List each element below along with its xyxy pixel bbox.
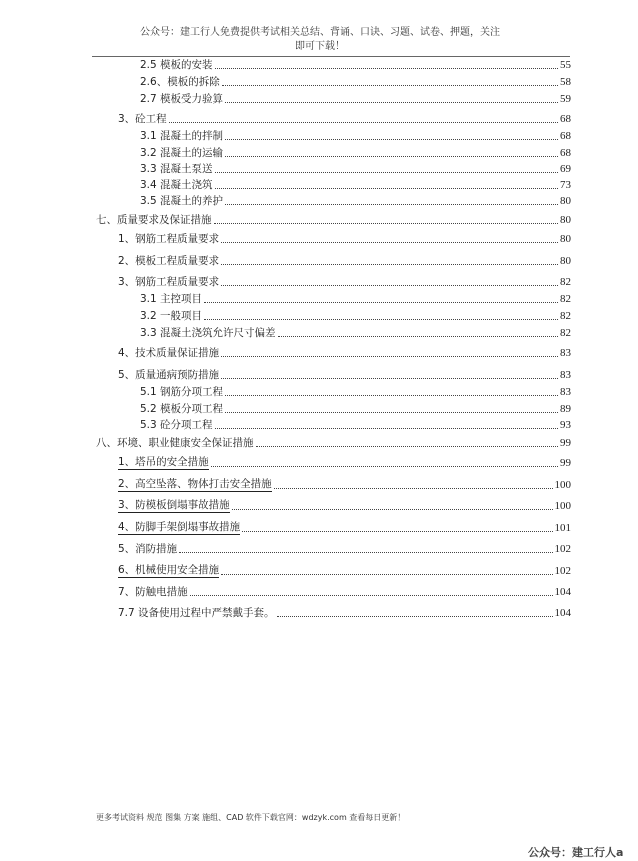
toc-entry-title: 3.5 混凝土的养护 bbox=[140, 195, 224, 207]
toc-entry-page: 59 bbox=[560, 93, 571, 105]
toc-entry-title: 5.3 砼分项工程 bbox=[140, 419, 213, 431]
toc-entry-title: 3.1 主控项目 bbox=[140, 293, 203, 305]
toc-leader-dots bbox=[215, 67, 558, 69]
toc-entry[interactable] bbox=[140, 129, 571, 143]
toc-entry-page: 80 bbox=[560, 255, 571, 267]
toc-entry[interactable] bbox=[140, 385, 571, 399]
toc-leader-dots bbox=[225, 411, 558, 413]
toc-entry-title: 3.4 混凝土浇筑 bbox=[140, 179, 213, 191]
toc-entry-page: 80 bbox=[560, 195, 571, 207]
toc-entry-title: 3、防模板倒塌事故措施 bbox=[118, 499, 230, 511]
toc-entry-page: 100 bbox=[554, 479, 571, 491]
toc-entry[interactable] bbox=[140, 178, 571, 192]
watermark-label: 公众号：建工行人a bbox=[528, 846, 624, 859]
toc-entry-title: 2.7 模板受力验算 bbox=[140, 93, 224, 105]
toc-entry-page: 82 bbox=[560, 293, 571, 305]
toc-entry-title: 1、钢筋工程质量要求 bbox=[118, 233, 220, 245]
toc-entry-page: 89 bbox=[560, 403, 571, 415]
toc-entry-page: 55 bbox=[560, 59, 571, 71]
toc-leader-dots bbox=[225, 394, 558, 396]
toc-entry-title: 5、消防措施 bbox=[118, 543, 178, 555]
toc-leader-dots bbox=[221, 263, 558, 265]
toc-entry-page: 82 bbox=[560, 327, 571, 339]
toc-leader-dots bbox=[221, 377, 558, 379]
page-footer: 更多考试资料 规范 图集 方案 施组、CAD 软件下载官网：wdzyk.com 查看每日更新！ bbox=[96, 813, 406, 822]
toc-entry-page: 80 bbox=[560, 233, 571, 245]
toc-leader-dots bbox=[221, 284, 558, 286]
toc-entry-page: 102 bbox=[554, 543, 571, 555]
toc-entry[interactable] bbox=[118, 232, 571, 246]
toc-leader-dots bbox=[222, 84, 558, 86]
toc-entry-title: 3.3 混凝土泵送 bbox=[140, 163, 213, 175]
toc-entry-page: 69 bbox=[560, 163, 571, 175]
toc-leader-dots bbox=[278, 335, 558, 337]
toc-entry[interactable] bbox=[118, 542, 571, 556]
toc-entry-title: 3.2 一般项目 bbox=[140, 310, 203, 322]
toc-leader-dots bbox=[221, 573, 552, 575]
toc-entry[interactable] bbox=[118, 456, 571, 470]
toc-entry[interactable] bbox=[140, 402, 571, 416]
toc-entry-page: 101 bbox=[554, 522, 571, 534]
toc-leader-dots bbox=[225, 203, 558, 205]
toc-leader-dots bbox=[232, 508, 553, 510]
toc-entry[interactable] bbox=[118, 275, 571, 289]
toc-entry-page: 68 bbox=[560, 147, 571, 159]
toc-leader-dots bbox=[211, 465, 558, 467]
toc-entry[interactable] bbox=[140, 58, 571, 72]
toc-entry[interactable] bbox=[140, 194, 571, 208]
toc-leader-dots bbox=[221, 355, 558, 357]
toc-entry[interactable] bbox=[118, 478, 571, 492]
toc-entry-page: 93 bbox=[560, 419, 571, 431]
toc-entry[interactable] bbox=[140, 75, 571, 89]
toc-entry-page: 83 bbox=[560, 369, 571, 381]
toc-leader-dots bbox=[169, 121, 558, 123]
toc-entry-title: 7、防触电措施 bbox=[118, 586, 188, 598]
toc-leader-dots bbox=[225, 155, 558, 157]
toc-entry[interactable] bbox=[118, 564, 571, 578]
toc-leader-dots bbox=[179, 551, 552, 553]
toc-entry-title: 2.5 模板的安装 bbox=[140, 59, 213, 71]
toc-leader-dots bbox=[256, 445, 559, 447]
toc-entry-title: 4、技术质量保证措施 bbox=[118, 347, 220, 359]
toc-leader-dots bbox=[277, 615, 553, 617]
toc-entry[interactable] bbox=[96, 213, 571, 227]
toc-entry-title: 7.7 设备使用过程中严禁戴手套。 bbox=[118, 607, 275, 619]
toc-entry-title: 2、模板工程质量要求 bbox=[118, 255, 220, 267]
toc-entry-page: 104 bbox=[554, 586, 571, 598]
toc-entry-title: 5.1 钢筋分项工程 bbox=[140, 386, 224, 398]
toc-entry-title: 3、钢筋工程质量要求 bbox=[118, 276, 220, 288]
toc-entry-page: 73 bbox=[560, 179, 571, 191]
toc-entry-page: 68 bbox=[560, 130, 571, 142]
toc-entry-page: 58 bbox=[560, 76, 571, 88]
toc-entry-title: 3.2 混凝土的运输 bbox=[140, 147, 224, 159]
toc-entry-page: 102 bbox=[554, 565, 571, 577]
toc-entry-title: 5、质量通病预防措施 bbox=[118, 369, 220, 381]
toc-entry-title: 七、质量要求及保证措施 bbox=[96, 214, 212, 226]
toc-entry-page: 80 bbox=[560, 214, 571, 226]
toc-leader-dots bbox=[274, 487, 553, 489]
toc-entry[interactable] bbox=[140, 292, 571, 306]
toc-entry-page: 99 bbox=[560, 437, 571, 449]
toc-entry[interactable] bbox=[118, 585, 571, 599]
toc-entry[interactable] bbox=[140, 92, 571, 106]
toc-entry[interactable] bbox=[140, 309, 571, 323]
toc-leader-dots bbox=[204, 318, 558, 320]
toc-entry[interactable] bbox=[96, 436, 571, 450]
toc-entry-title: 5.2 模板分项工程 bbox=[140, 403, 224, 415]
toc-entry-page: 82 bbox=[560, 310, 571, 322]
toc-entry[interactable] bbox=[118, 606, 571, 620]
toc-entry[interactable] bbox=[118, 368, 571, 382]
header-line-2: 即可下载！ bbox=[295, 41, 345, 52]
toc-entry-page: 68 bbox=[560, 113, 571, 125]
toc-entry[interactable] bbox=[140, 326, 571, 340]
toc-entry[interactable] bbox=[118, 254, 571, 268]
toc-entry-page: 82 bbox=[560, 276, 571, 288]
toc-entry-title: 八、环境、职业健康安全保证措施 bbox=[96, 437, 254, 449]
toc-entry[interactable] bbox=[140, 162, 571, 176]
toc-entry-page: 83 bbox=[560, 347, 571, 359]
toc-entry[interactable] bbox=[118, 112, 571, 126]
toc-leader-dots bbox=[215, 427, 558, 429]
toc-entry-page: 100 bbox=[554, 500, 571, 512]
toc-leader-dots bbox=[204, 301, 558, 303]
toc-entry[interactable] bbox=[140, 418, 571, 432]
toc-entry-title: 4、防脚手架倒塌事故措施 bbox=[118, 521, 241, 533]
toc-entry-page: 104 bbox=[554, 607, 571, 619]
toc-leader-dots bbox=[242, 530, 552, 532]
toc-entry-title: 2、高空坠落、物体打击安全措施 bbox=[118, 478, 272, 490]
toc-leader-dots bbox=[221, 241, 558, 243]
toc-entry-title: 1、塔吊的安全措施 bbox=[118, 456, 209, 468]
header-line-1: 公众号：建工行人免费提供考试相关总结、背诵、口诀、习题、试卷、押题，关注 bbox=[140, 27, 500, 38]
toc-entry[interactable] bbox=[118, 521, 571, 535]
toc-entry-title: 2.6、模板的拆除 bbox=[140, 76, 220, 88]
toc-entry[interactable] bbox=[118, 346, 571, 360]
toc-entry[interactable] bbox=[140, 146, 571, 160]
toc-leader-dots bbox=[214, 222, 559, 224]
toc-entry-title: 3.3 混凝土浇筑允许尺寸偏差 bbox=[140, 327, 276, 339]
toc-entry-title: 6、机械使用安全措施 bbox=[118, 564, 220, 576]
toc-entry[interactable] bbox=[118, 499, 571, 513]
toc-leader-dots bbox=[190, 594, 553, 596]
toc-entry-page: 83 bbox=[560, 386, 571, 398]
toc-entry-title: 3.1 混凝土的拌制 bbox=[140, 130, 224, 142]
toc-leader-dots bbox=[215, 187, 558, 189]
toc-leader-dots bbox=[225, 101, 558, 103]
toc-entry-page: 99 bbox=[560, 457, 571, 469]
toc-leader-dots bbox=[225, 138, 558, 140]
toc-entry-title: 3、砼工程 bbox=[118, 113, 167, 125]
toc-leader-dots bbox=[215, 171, 558, 173]
